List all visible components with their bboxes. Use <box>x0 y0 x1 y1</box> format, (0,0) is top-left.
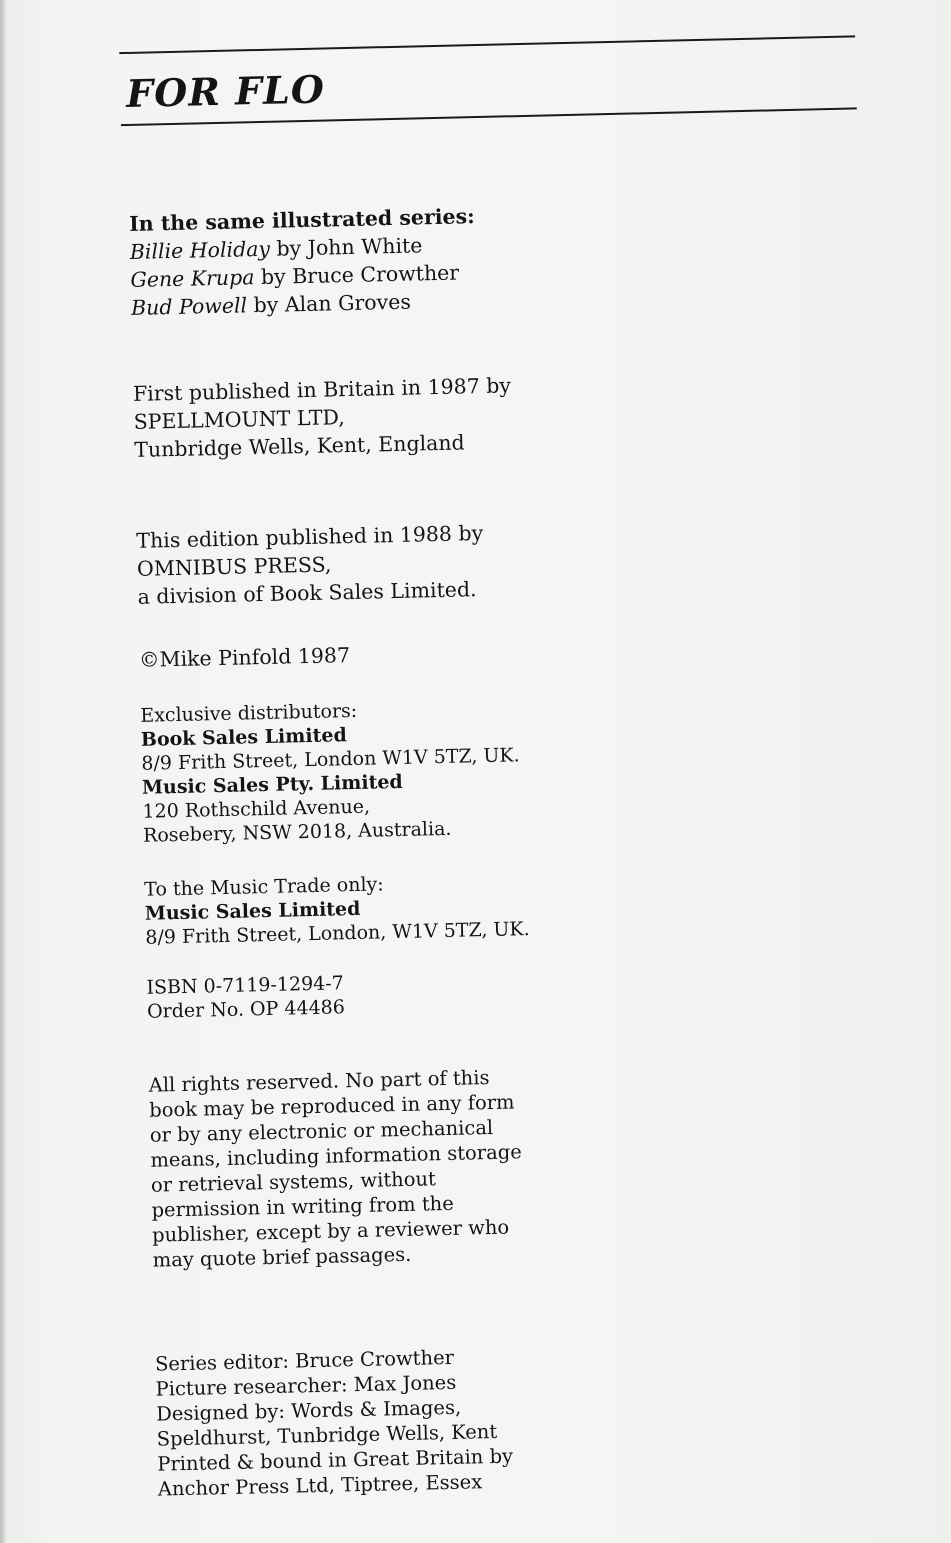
book-title: Gene Krupa <box>130 265 255 292</box>
book-byline: by Alan Groves <box>246 289 412 318</box>
rights-line: permission in writing from the <box>151 1191 455 1222</box>
first-published-line: Tunbridge Wells, Kent, England <box>134 430 465 462</box>
distributor-company: Book Sales Limited <box>140 724 347 751</box>
book-byline: by John White <box>269 233 423 261</box>
rights-line: may quote brief passages. <box>152 1242 412 1272</box>
first-published-line: SPELLMOUNT LTD, <box>133 405 345 434</box>
rights-line: publisher, except by a reviewer who <box>151 1215 510 1247</box>
first-published-block <box>133 371 513 464</box>
rights-line: book may be reproduced in any form <box>149 1090 515 1122</box>
credits-line: Anchor Press Ltd, Tiptree, Essex <box>157 1470 483 1501</box>
imprint-content <box>125 23 865 1501</box>
rights-line: means, including information storage <box>150 1140 522 1172</box>
book-title: Billie Holiday <box>129 236 271 264</box>
isbn: ISBN 0-7119-1294-7 <box>146 972 345 999</box>
distributor-address: 8/9 Frith Street, London W1V 5TZ, UK. <box>141 744 520 775</box>
dedication-title: FOR FLO <box>125 66 326 116</box>
this-edition-line: a division of Book Sales Limited. <box>137 577 477 609</box>
credits-block <box>155 1344 514 1502</box>
page-edge <box>0 0 6 1543</box>
this-edition-line: This edition published in 1988 by <box>136 521 484 553</box>
book-title: Bud Powell <box>130 293 248 320</box>
credits-line: Speldhurst, Tunbridge Wells, Kent <box>156 1419 498 1451</box>
order-number: Order No. OP 44486 <box>146 996 346 1023</box>
book-byline: by Bruce Crowther <box>254 260 460 290</box>
rights-block <box>148 1064 524 1272</box>
distributor-company: Music Sales Pty. Limited <box>141 770 403 799</box>
identifiers-block <box>146 971 345 1023</box>
rights-line: or by any electronic or mechanical <box>149 1115 494 1147</box>
credits-line: Designed by: Words & Images, <box>155 1395 462 1426</box>
music-trade-block <box>144 869 530 950</box>
distributors-block <box>140 695 521 848</box>
this-edition-line: OMNIBUS PRESS, <box>136 552 332 581</box>
distributors-heading: Exclusive distributors: <box>140 699 358 727</box>
music-trade-company: Music Sales Limited <box>144 897 361 925</box>
this-edition-block <box>136 519 485 611</box>
copyright-block <box>139 641 351 674</box>
rights-line: or retrieval systems, without <box>150 1167 437 1197</box>
credits-line: Printed & bound in Great Britain by <box>157 1444 514 1476</box>
copyright-notice: ©Mike Pinfold 1987 <box>138 643 351 672</box>
distributor-address: Rosebery, NSW 2018, Australia. <box>142 817 452 847</box>
rights-line: All rights reserved. No part of this <box>148 1066 490 1097</box>
first-published-line: First published in Britain in 1987 by <box>132 373 512 406</box>
top-rule <box>119 35 855 54</box>
credits-line: Series editor: Bruce Crowther <box>154 1345 455 1376</box>
credits-line: Picture researcher: Max Jones <box>155 1370 457 1401</box>
series-list <box>129 202 477 322</box>
distributor-address: 120 Rothschild Avenue, <box>142 795 371 823</box>
music-trade-heading: To the Music Trade only: <box>144 873 384 901</box>
series-heading: In the same illustrated series: <box>128 204 475 236</box>
music-trade-address: 8/9 Frith Street, London, W1V 5TZ, UK. <box>145 918 530 949</box>
